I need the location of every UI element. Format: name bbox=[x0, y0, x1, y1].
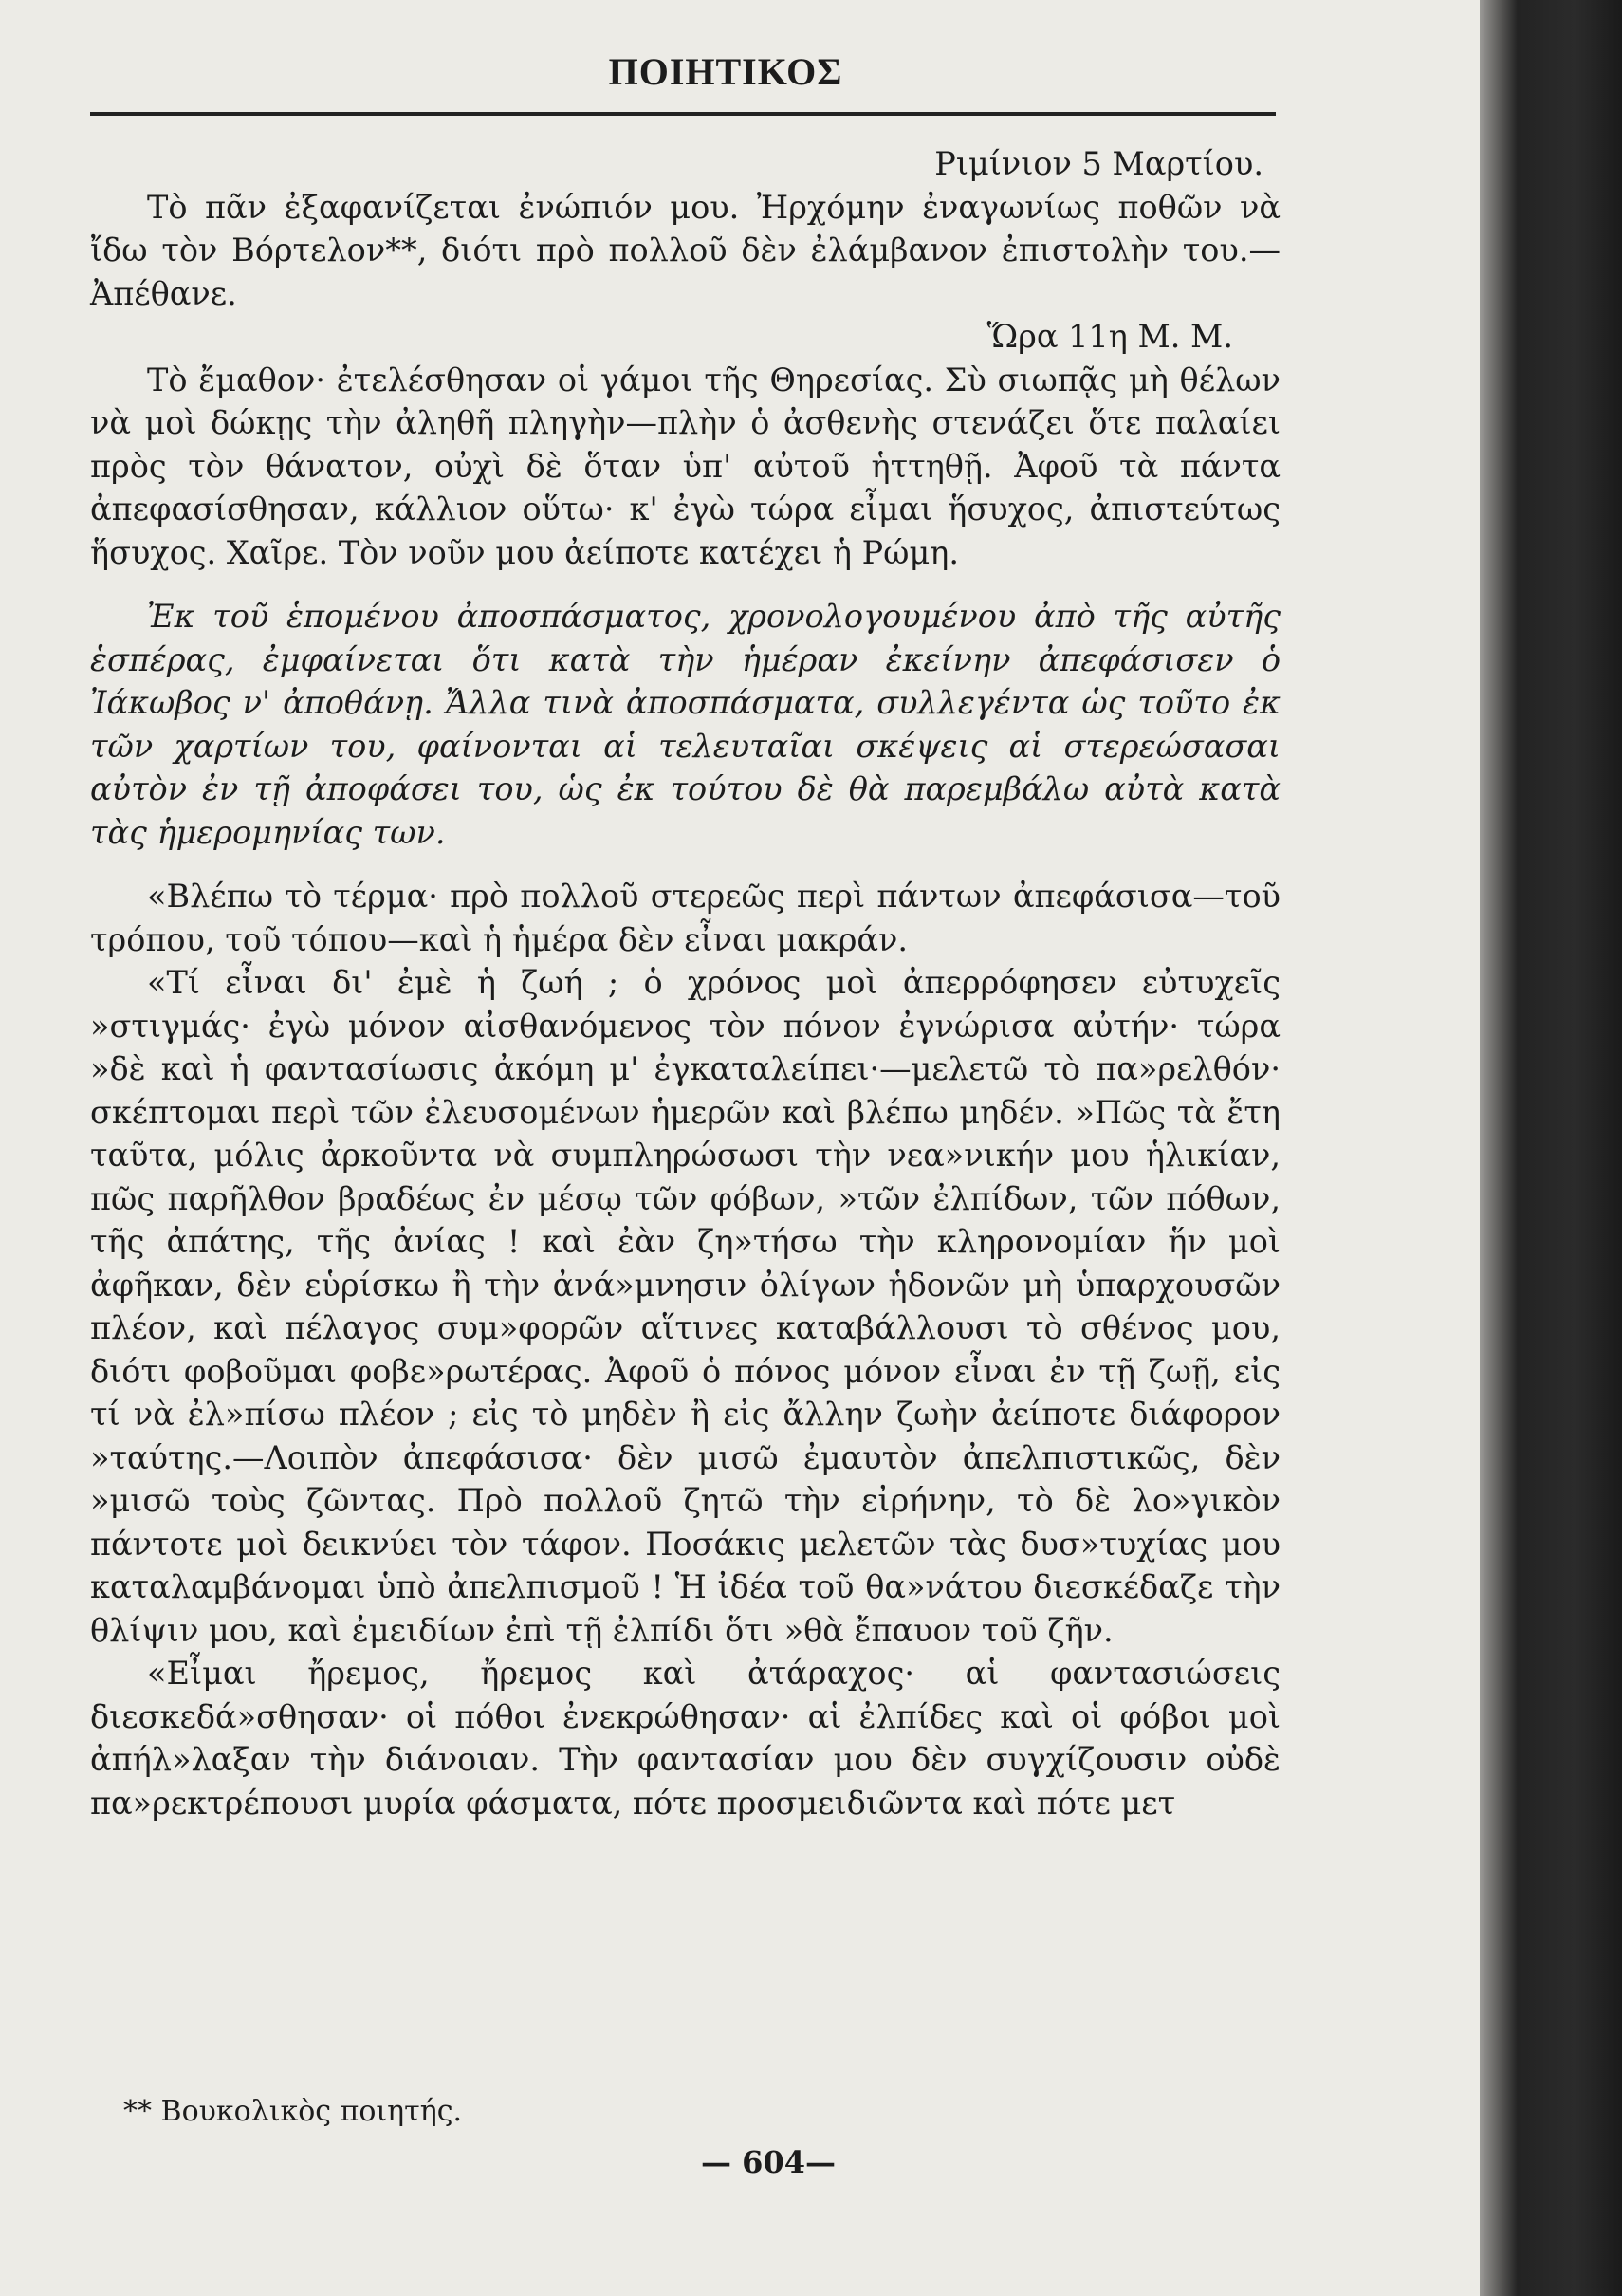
paragraph-2: Τὸ ἔμαθον· ἐτελέσθησαν οἱ γάμοι τῆς Θηρεσίας. Σὺ σιωπᾷς μὴ θέλων νὰ μοὶ δώκῃς τὴν ἀληθῆ πληγὴν—πλὴν ὁ ἀσθενὴς στενάζει ὅτε παλαίει πρὸς τὸν θάνατον, οὐχὶ δὲ ὅταν ὑπ' αὐτοῦ ἡττηθῇ. Ἀφοῦ τὰ πάντα ἀπεφασίσθησαν, κάλλιον οὕτω· κ' ἐγὼ τώρα εἶμαι ἥσυχος, ἀπιστεύτως ἥσυχος. Χαῖρε. Τὸν νοῦν μου ἀείποτε κατέχει ἡ Ρώμη. bbox=[90, 361, 1281, 571]
main-text bbox=[90, 142, 1281, 1824]
paragraph-5: «Εἶμαι ἤρεμος, ἤρεμος καὶ ἀτάραχος· αἱ φαντασιώσεις διεσκεδά»σθησαν· οἱ πόθοι ἐνεκρώθησαν· αἱ ἐλπίδες καὶ οἱ φόβοι μοὶ ἀπήλ»λαξαν τὴν διάνοιαν. Τὴν φαντασίαν μου δὲν συγχίζουσιν οὐδὲ πα»ρεκτρέπουσι μυρία φάσματα, πότε προσμειδιῶντα καὶ πότε μετ bbox=[90, 1655, 1281, 1822]
paragraph-4: «Τί εἶναι δι' ἐμὲ ἡ ζωή ; ὁ χρόνος μοὶ ἀπερρόφησεν εὐτυχεῖς »στιγμάς· ἐγὼ μόνον αἰσθανόμενος τὸν πόνον ἐγνώρισα αὐτήν· τώρα »δὲ καὶ ἡ φαντασίωσις ἀκόμη μ' ἐγκαταλείπει·—μελετῶ τὸ πα»ρελθόν· σκέπτομαι περὶ τῶν ἐλευσομένων ἡμερῶν καὶ βλέπω μηδέν. »Πῶς τὰ ἔτη ταῦτα, μόλις ἀρκοῦντα νὰ συμπληρώσωσι τὴν νεα»νικήν μου ἡλικίαν, πῶς παρῆλθον βραδέως ἐν μέσῳ τῶν φόβων, »τῶν ἐλπίδων, τῶν πόθων, τῆς ἀπάτης, τῆς ἀνίας ! καὶ ἐὰν ζη»τήσω τὴν κληρονομίαν ἥν μοὶ ἀφῆκαν, δὲν εὑρίσκω ἢ τὴν ἀνά»μνησιν ὀλίγων ἡδονῶν μὴ ὑπαρχουσῶν πλέον, καὶ πέλαγος συμ»φορῶν αἵτινες καταβάλλουσι τὸ σθένος μου, διότι φοβοῦμαι φοβε»ρωτέρας. Ἀφοῦ ὁ πόνος μόνον εἶναι ἐν τῇ ζωῇ, εἰς τί νὰ ἐλ»πίσω πλέον ; εἰς τὸ μηδὲν ἢ εἰς ἄλλην ζωὴν ἀείποτε διάφορον »ταύτης.—Λοιπὸν ἀπεφάσισα· δὲν μισῶ ἐμαυτὸν ἀπελπιστικῶς, δὲν »μισῶ τοὺς ζῶντας. Πρὸ πολλοῦ ζητῶ τὴν εἰρήνην, τὸ δὲ λο»γικὸν πάντοτε μοὶ δεικνύει τὸν τάφον. Ποσάκις μελετῶν τὰς δυσ»τυχίας μου καταλαμβάνομαι ὑπὸ ἀπελπισμοῦ ! Ἡ ἰδέα τοῦ θα»νάτου διεσκέδαζε τὴν θλίψιν μου, καὶ ἐμειδίων ἐπὶ τῇ ἐλπίδι ὅτι »θὰ ἔπαυον τοῦ ζῆν. bbox=[90, 964, 1281, 1649]
page-header-title: ΠΟΙΗΤΙΚΟΣ bbox=[608, 50, 843, 93]
footnote: ** Βουκολικὸς ποιητής. bbox=[123, 2095, 463, 2128]
dateline: Ριμίνιον 5 Μαρτίου. bbox=[934, 145, 1263, 182]
header-rule bbox=[90, 112, 1276, 116]
paragraph-3: «Βλέπω τὸ τέρμα· πρὸ πολλοῦ στερεῶς περὶ πάντων ἀπεφάσισα—τοῦ τρόπου, τοῦ τόπου—καὶ ἡ ἡμέρα δὲν εἶναι μακράν. bbox=[90, 878, 1281, 958]
page-number: — 604— bbox=[701, 2144, 836, 2180]
paragraph-1: Τὸ πᾶν ἐξαφανίζεται ἐνώπιόν μου. Ἠρχόμην ἐναγωνίως ποθῶν νὰ ἴδω τὸν Βόρτελον**, διότι πρὸ πολλοῦ δὲν ἐλάμβανον ἐπιστολὴν του.—Ἀπέθανε. bbox=[90, 188, 1281, 312]
italic-note: Ἐκ τοῦ ἑπομένου ἀποσπάσματος, χρονολογουμένου ἀπὸ τῆς αὐτῆς ἑσπέρας, ἐμφαίνεται ὅτι κατὰ τὴν ἡμέραν ἐκείνην ἀπεφάσισεν ὁ Ἰάκωβος ν' ἀποθάνῃ. Ἄλλα τινὰ ἀποσπάσματα, συλλεγέντα ὡς τοῦτο ἐκ τῶν χαρτίων του, φαίνονται αἱ τελευταῖαι σκέψεις αἱ στερεώσασαι αὐτὸν ἐν τῇ ἀποφάσει του, ὡς ἐκ τούτου δὲ θὰ παρεμβάλω αὐτὰ κατὰ τὰς ἡμερομηνίας των. bbox=[90, 598, 1281, 851]
time-line: Ὥρα 11η Μ. Μ. bbox=[986, 318, 1233, 355]
book-spine-shadow bbox=[1480, 0, 1622, 2296]
